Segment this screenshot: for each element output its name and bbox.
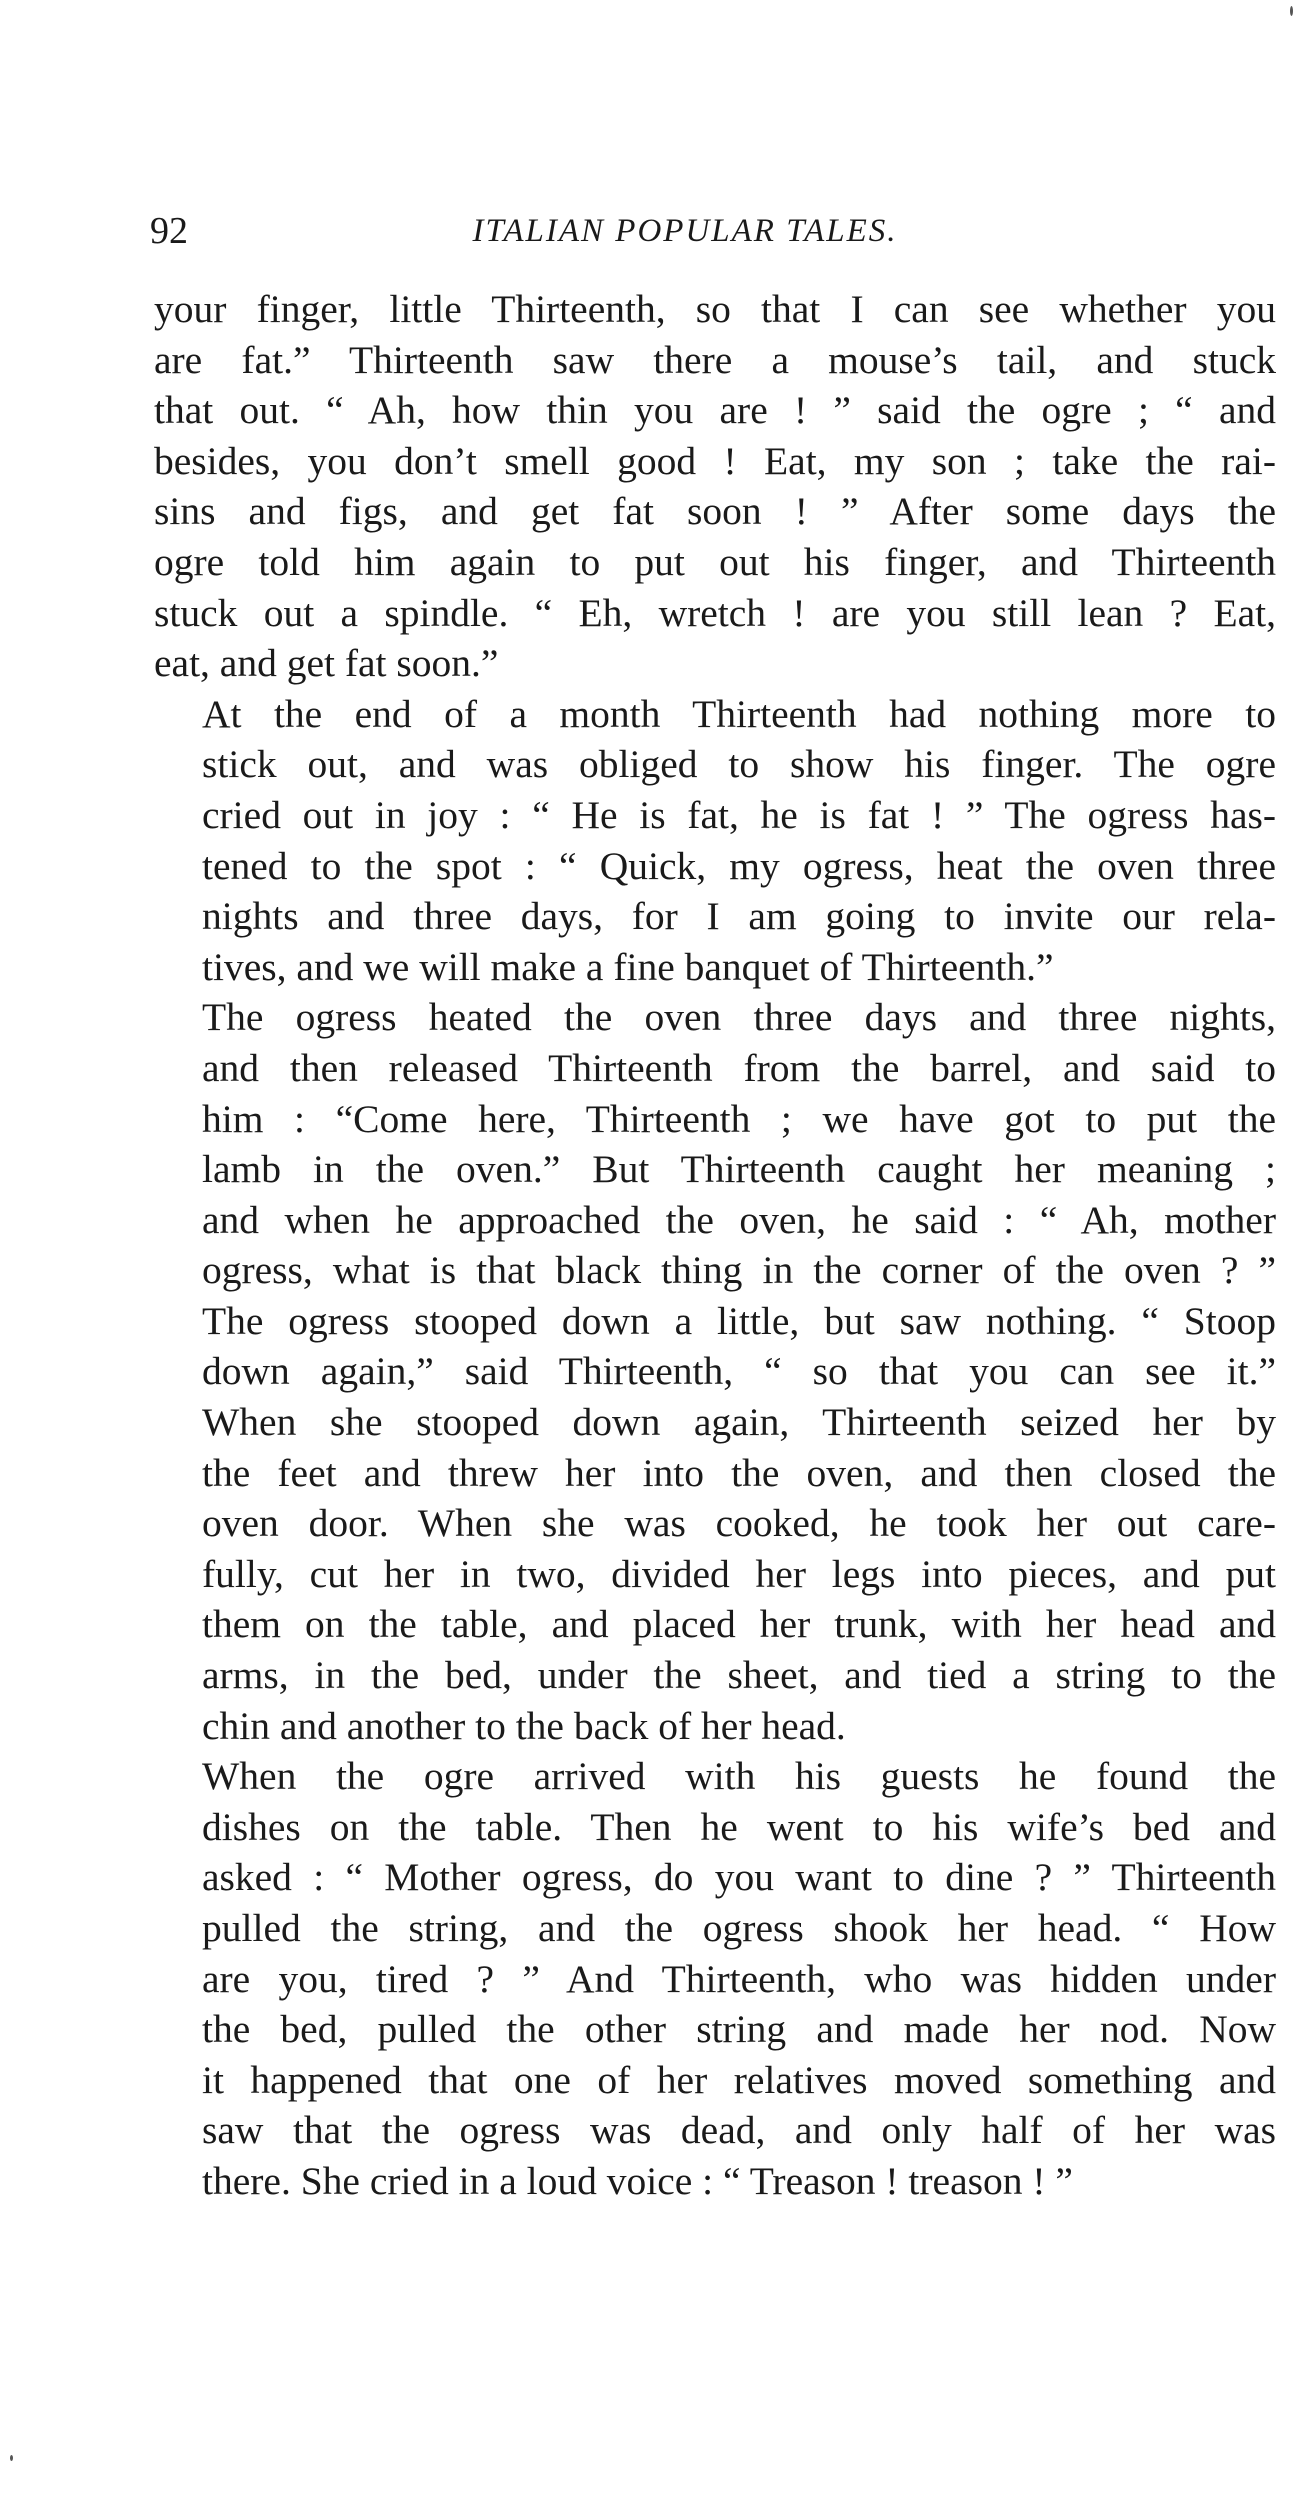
text-line: there. She cried in a loud voice : “ Treason ! treason ! ” <box>202 2158 1073 2203</box>
text-line: eat, and get fat soon.” <box>154 641 499 686</box>
text-line: him : “Come here, Thirteenth ; we have got to put the <box>202 1096 1276 1141</box>
text-line: lamb in the oven.” But Thirteenth caught her meaning ; <box>202 1147 1276 1192</box>
text-line: When the ogre arrived with his guests he found the <box>202 1754 1276 1799</box>
text-line: the bed, pulled the other string and made her nod. Now <box>202 2007 1276 2052</box>
text-line: stuck out a spindle. “ Eh, wretch ! are you still lean ? Eat, <box>154 590 1276 635</box>
text-line: ogre told him again to put out his finger, and Thirteenth <box>154 539 1276 584</box>
paragraph <box>154 1751 1276 2206</box>
paragraph <box>154 992 1276 1751</box>
text-line: oven door. When she was cooked, he took her out care- <box>202 1501 1276 1546</box>
paragraph <box>154 689 1276 993</box>
text-line: chin and another to the back of her head. <box>202 1703 846 1748</box>
text-line: When she stooped down again, Thirteenth seized her by <box>202 1400 1276 1445</box>
text-line: and when he approached the oven, he said : “ Ah, mother <box>202 1197 1276 1242</box>
text-line: stick out, and was obliged to show his finger. The ogre <box>202 742 1276 787</box>
text-line: tened to the spot : “ Quick, my ogress, heat the oven three <box>202 843 1276 888</box>
text-line: arms, in the bed, under the sheet, and tied a string to the <box>202 1653 1276 1698</box>
text-line: sins and figs, and get fat soon ! ” After some days the <box>154 489 1276 534</box>
text-line: saw that the ogress was dead, and only half of her was <box>202 2108 1276 2153</box>
text-line: it happened that one of her relatives moved something and <box>202 2057 1276 2102</box>
text-line: ogress, what is that black thing in the corner of the oven ? ” <box>202 1248 1276 1293</box>
text-line: cried out in joy : “ He is fat, he is fat ! ” The ogress has- <box>202 792 1276 837</box>
text-line: dishes on the table. Then he went to his wife’s bed and <box>202 1804 1276 1849</box>
text-line: nights and three days, for I am going to invite our rela- <box>202 894 1276 939</box>
text-line: pulled the string, and the ogress shook her head. “ How <box>202 1906 1276 1950</box>
text-line: down again,” said Thirteenth, “ so that you can see it.” <box>202 1349 1276 1394</box>
text-line: and then released Thirteenth from the barrel, and said to <box>202 1045 1276 1090</box>
text-line: are you, tired ? ” And Thirteenth, who was hidden under <box>202 1956 1276 2001</box>
text-line: tives, and we will make a fine banquet of Thirteenth.” <box>202 944 1054 989</box>
scan-speck <box>1290 6 1293 16</box>
text-line: asked : “ Mother ogress, do you want to dine ? ” Thirteenth <box>202 1855 1276 1900</box>
text-line: At the end of a month Thirteenth had nothing more to <box>202 691 1276 736</box>
page-number: 92 <box>150 210 188 252</box>
text-line: besides, you don’t smell good ! Eat, my son ; take the rai- <box>154 438 1276 483</box>
scan-speck <box>10 2455 13 2461</box>
text-line: The ogress stooped down a little, but saw nothing. “ Stoop <box>202 1298 1276 1343</box>
text-line: that out. “ Ah, how thin you are ! ” said the ogre ; “ and <box>154 388 1276 433</box>
body-text <box>154 284 1276 2207</box>
text-line: the feet and threw her into the oven, and then closed the <box>202 1450 1276 1495</box>
running-title: ITALIAN POPULAR TALES. <box>472 213 898 249</box>
running-head <box>150 206 1180 256</box>
text-line: The ogress heated the oven three days and three nights, <box>202 995 1276 1040</box>
text-line: them on the table, and placed her trunk, with her head and <box>202 1602 1276 1647</box>
text-line: fully, cut her in two, divided her legs into pieces, and put <box>202 1551 1276 1596</box>
paragraph <box>154 284 1276 689</box>
text-line: your finger, little Thirteenth, so that I can see whether you <box>154 287 1276 331</box>
text-line: are fat.” Thirteenth saw there a mouse’s tail, and stuck <box>154 337 1276 382</box>
